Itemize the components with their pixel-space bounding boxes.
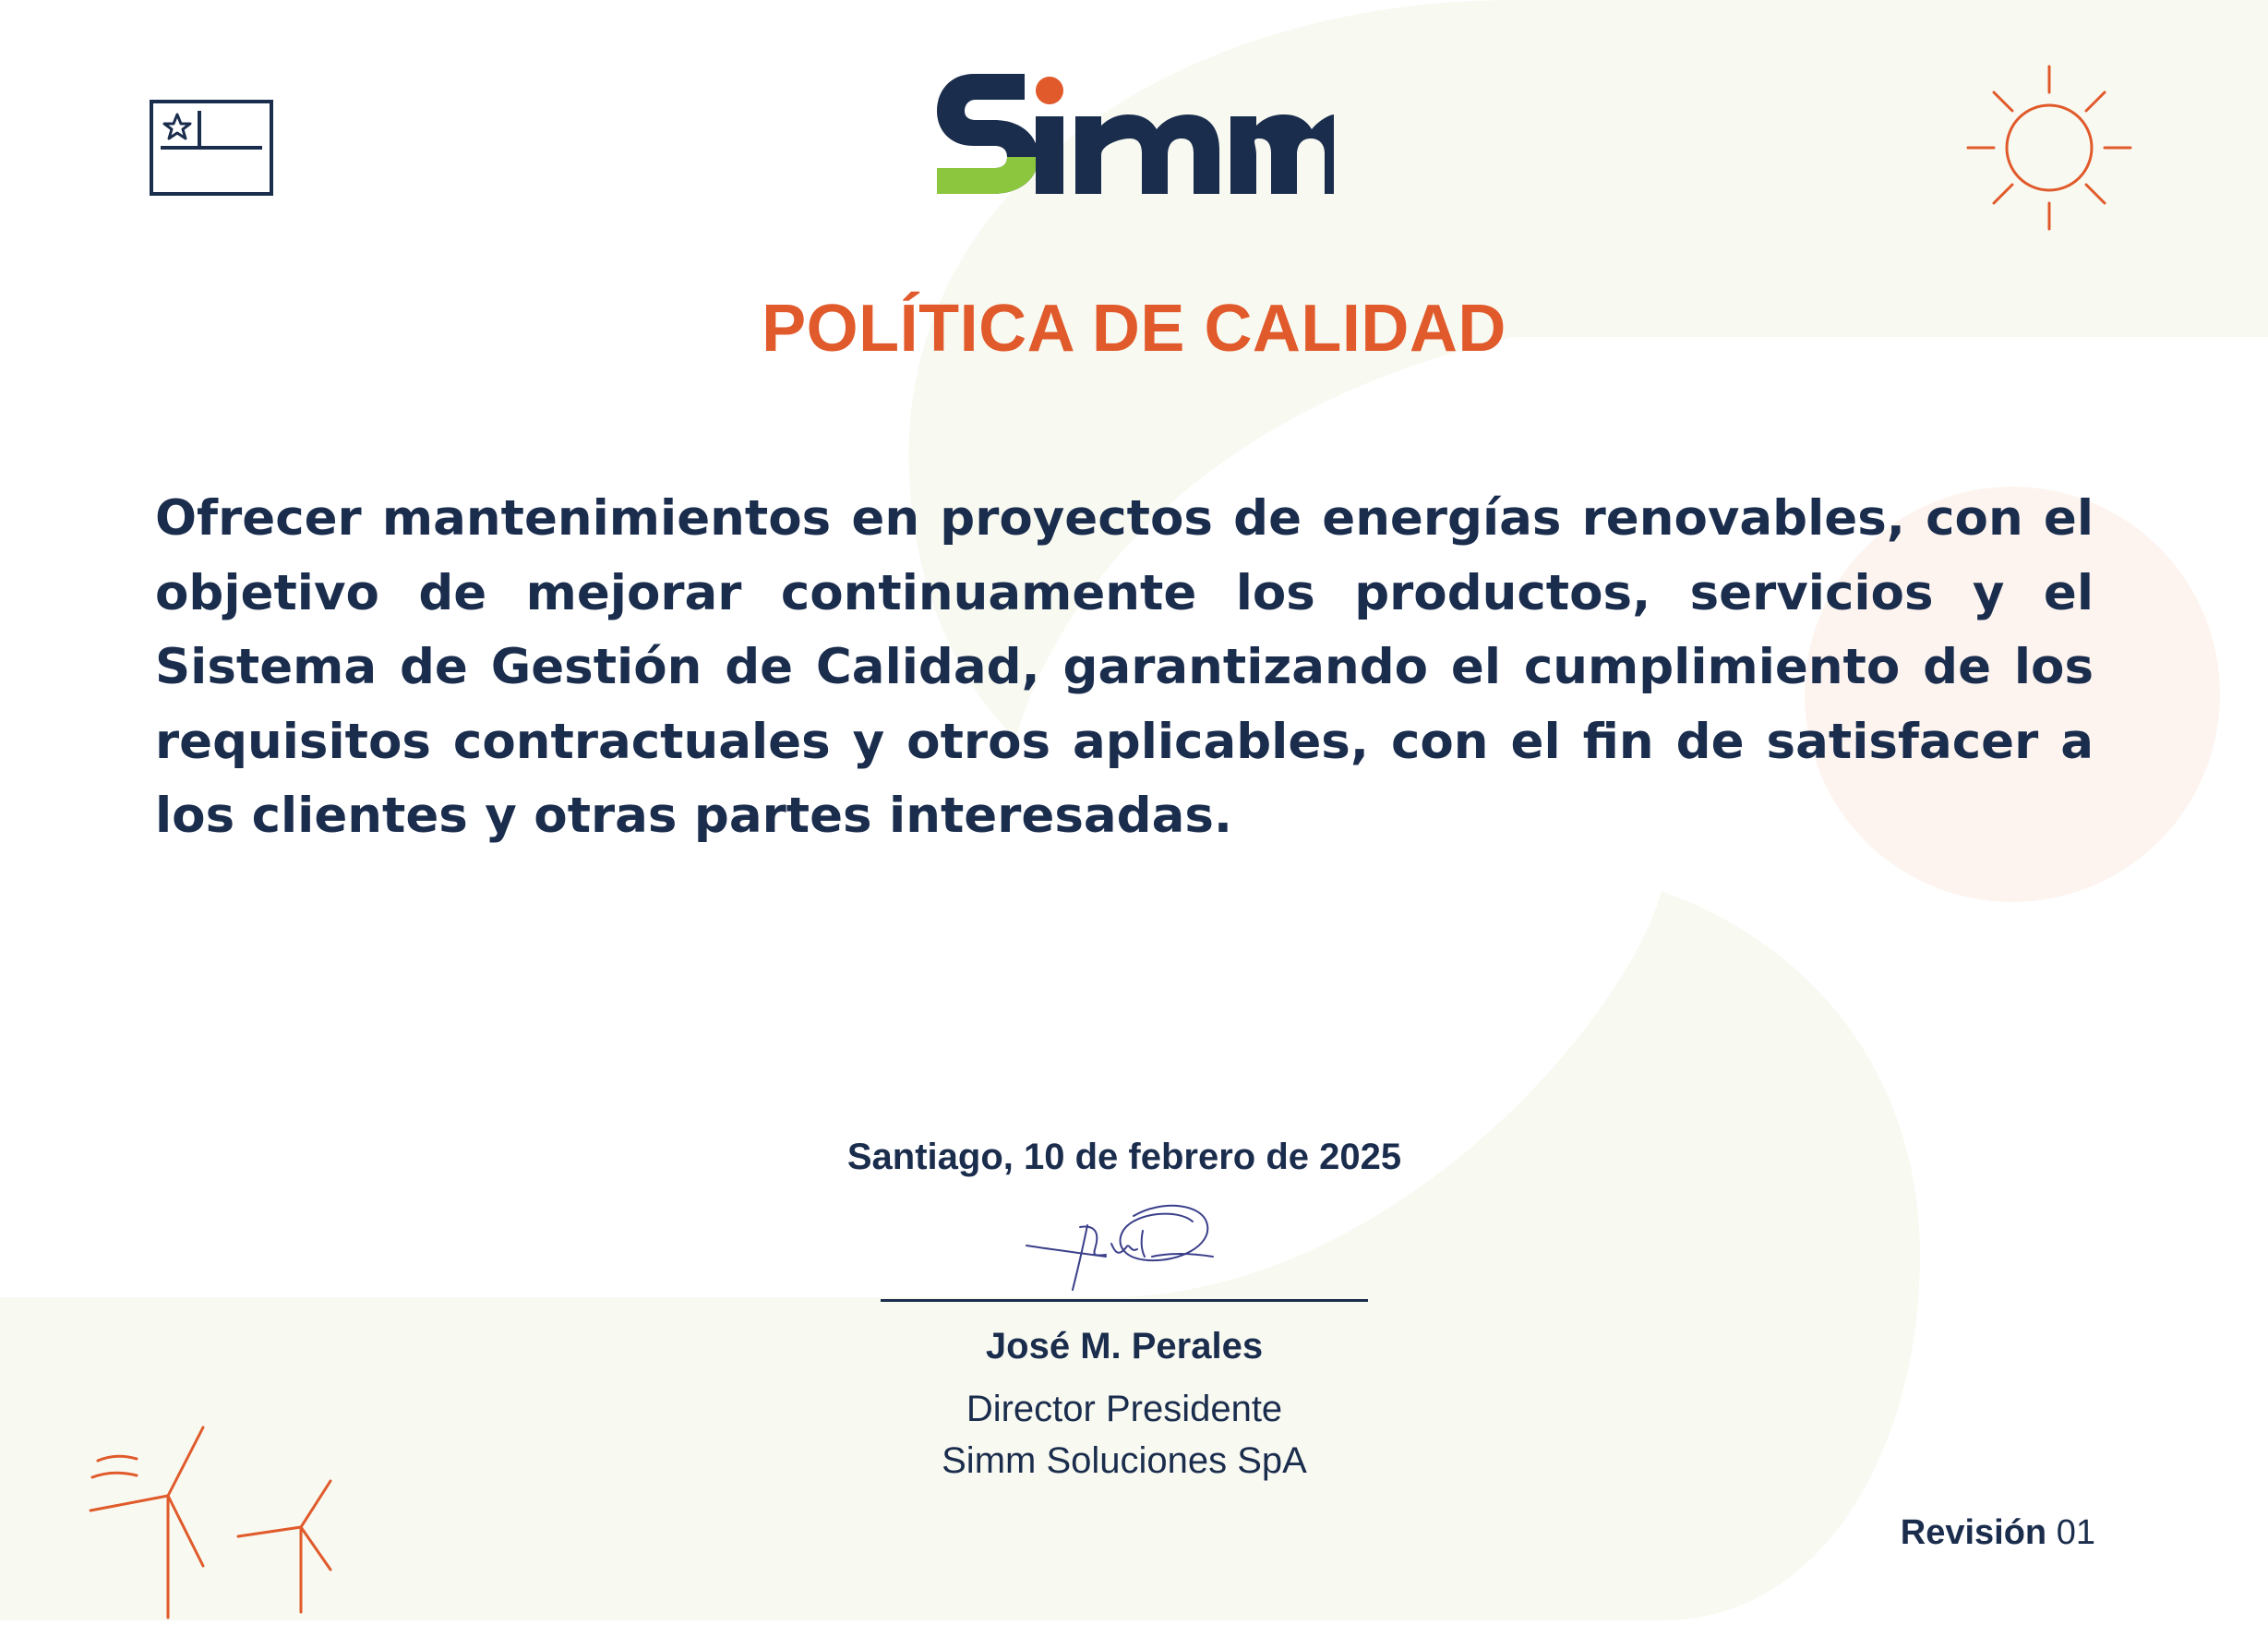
document-title: POLÍTICA DE CALIDAD xyxy=(762,292,1506,366)
place-and-date: Santiago, 10 de febrero de 2025 xyxy=(846,1137,1402,1177)
simm-logo xyxy=(937,55,1334,203)
revision-label: Revisión xyxy=(1900,1513,2047,1552)
signature-block xyxy=(810,1131,1438,1487)
revision-number: 01 xyxy=(2056,1513,2095,1552)
sun-icon xyxy=(1966,65,2132,231)
chile-flag-icon xyxy=(148,98,277,198)
wind-turbines-icon xyxy=(83,1422,351,1620)
handwritten-signature xyxy=(1023,1188,1226,1299)
policy-statement: Ofrecer mantenimientos en proyectos de energías renovables, con el objetivo de mejorar continuamente los productos, servicios y el Sistema de Gestión de Calidad, garantizando el cumplimiento de los requisitos contractuales y otros aplicables, con el fin de satisfacer a los clientes y otras partes interesadas. xyxy=(155,490,2094,844)
signer-name: José M. Perales xyxy=(985,1326,1264,1366)
signer-company: Simm Soluciones SpA xyxy=(942,1440,1307,1481)
signature-line xyxy=(881,1299,1368,1302)
signer-role: Director Presidente xyxy=(966,1389,1283,1429)
revision-marker xyxy=(1865,1507,2095,1559)
